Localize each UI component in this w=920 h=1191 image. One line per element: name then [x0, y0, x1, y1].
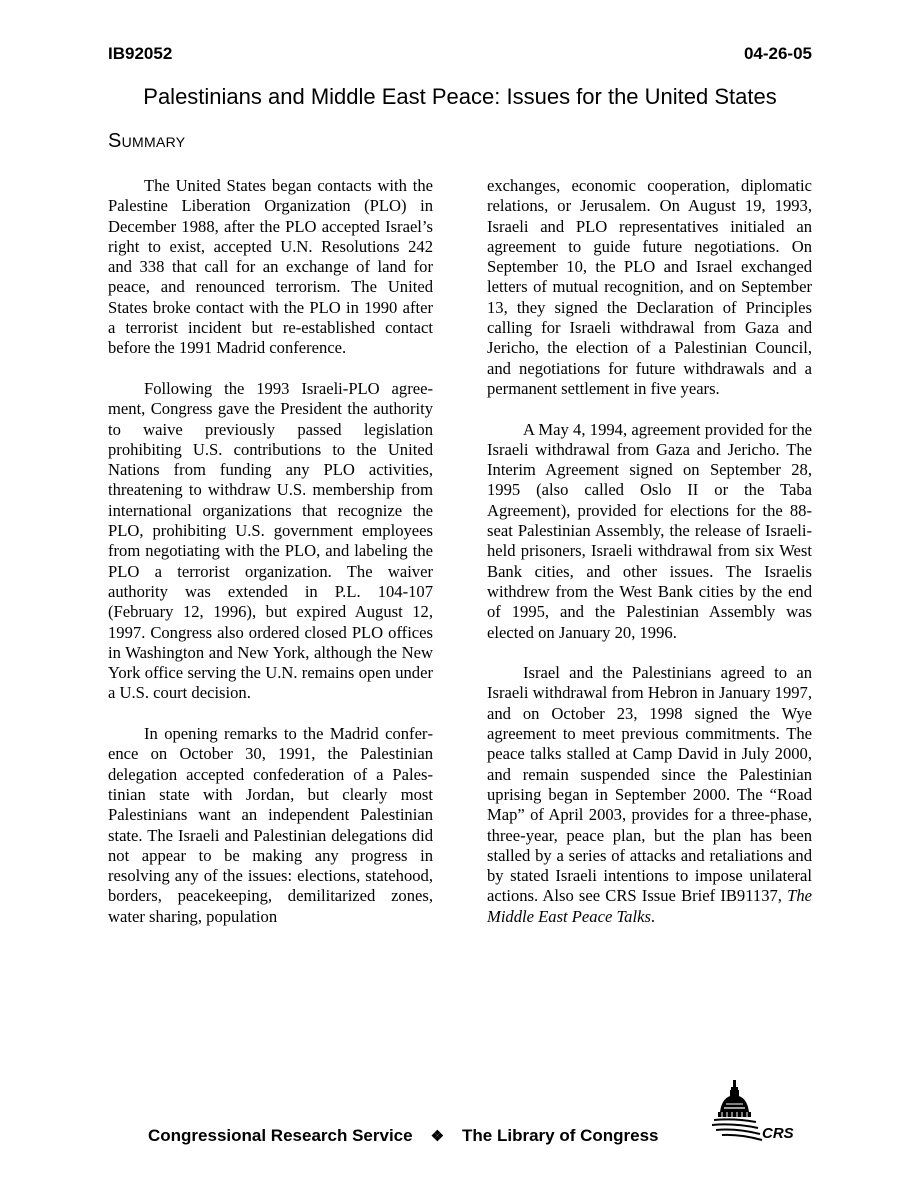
paragraph: Following the 1993 Israeli-PLO agreement, Congress gave the President the authority to waive previously passed legislation prohibiting U.S. contributions to the United Nations from funding any PLO activities, threatening to withdraw U.S. membership from international organizations that recognize the PLO, prohibiting U.S. government employees from negotiating with the PLO, and labeling the PLO a terrorist organization. The waiver authority was extended in P.L. 104-107 (February 12, 1996), but expired August 12, 1997. Congress also ordered closed PLO offices in Washington and New York, although the New York office serving the U.N. remains open under a U.S. court decision. [108, 378, 433, 703]
paragraph [487, 663, 812, 927]
paragraph: In opening remarks to the Madrid conference on October 30, 1991, the Palestinian delegation accepted confederation of a Palestinian state with Jordan, but clearly most Palestinians want an independent Palestinian state. The Israeli and Palestinian delegations did not appear to be making any progress in resolving any of the issues: elections, statehood, borders, peacekeeping, demilitarized zones, water sharing, population [108, 724, 433, 926]
report-id: IB92052 [108, 44, 173, 63]
left-column [108, 176, 433, 927]
right-column [487, 176, 812, 927]
paragraph-text: Israel and the Palestinians agreed to an Israeli withdrawal from Hebron in January 1997, and on October 23, 1998 signed the Wye agreement to meet previous commitments. The peace talks stalled at Camp David in July 2000, and remain suspended since the Palestinian uprising began in September 2000. The “Road Map” of April 2003, provides for a three-phase, three-year, peace plan, but the plan has been stalled by a series of attacks and retaliations and by stated Israeli intentions to impose unilateral actions. Also see CRS Issue Brief IB91137, [487, 663, 812, 906]
crs-logo-text: CRS [762, 1125, 794, 1142]
paragraph-end: . [650, 906, 656, 926]
diamond-separator-icon: ❖ [430, 1128, 445, 1145]
report-date: 04-26-05 [743, 44, 812, 63]
footer-crs: Congressional Research Service [148, 1126, 413, 1145]
paragraph-continued: exchanges, economic cooperation, diplomatic relations, or Jerusalem. On August 19, 1993, Israeli and PLO representatives initialed an agreement to guide future negotiations. On September 10, the PLO and Israel exchanged letters of mutual recognition, and on September 13, they signed the Declaration of Principles calling for Israeli withdrawal from Gaza and Jericho, the election of a Palestinian Council, and negotiations for future withdrawals and a permanent settlement in five years. [487, 176, 812, 398]
section-heading: Summary [108, 130, 186, 152]
footer [148, 1126, 659, 1146]
cited-title: The Middle East Peace Talks [487, 886, 812, 926]
paragraph: The United States began contacts with the Palestine Liberation Organization (PLO) in December 1988, after the PLO accepted Israel’s right to exist, accepted U.N. Resolutions 242 and 338 that call for an exchange of land for peace, and renounced terrorism. The United States broke contact with the PLO in 1990 after a terrorist incident but re-established contact before the 1991 Madrid conference. [108, 176, 433, 358]
footer-library: The Library of Congress [462, 1126, 659, 1145]
document-title: Palestinians and Middle East Peace: Issues for the United States [143, 84, 777, 109]
paragraph: A May 4, 1994, agreement provided for the Israeli withdrawal from Gaza and Jericho. The Interim Agreement signed on September 28, 1995 (also called Oslo II or the Taba Agreement), provided for elections for the 88-seat Palestinian Assembly, the release of Israeli-held prisoners, Israeli withdrawal from six West Bank cities, and other issues. The Israelis withdrew from the West Bank cities by the end of 1995, and the Palestinian Assembly was elected on January 20, 1996. [487, 419, 812, 642]
